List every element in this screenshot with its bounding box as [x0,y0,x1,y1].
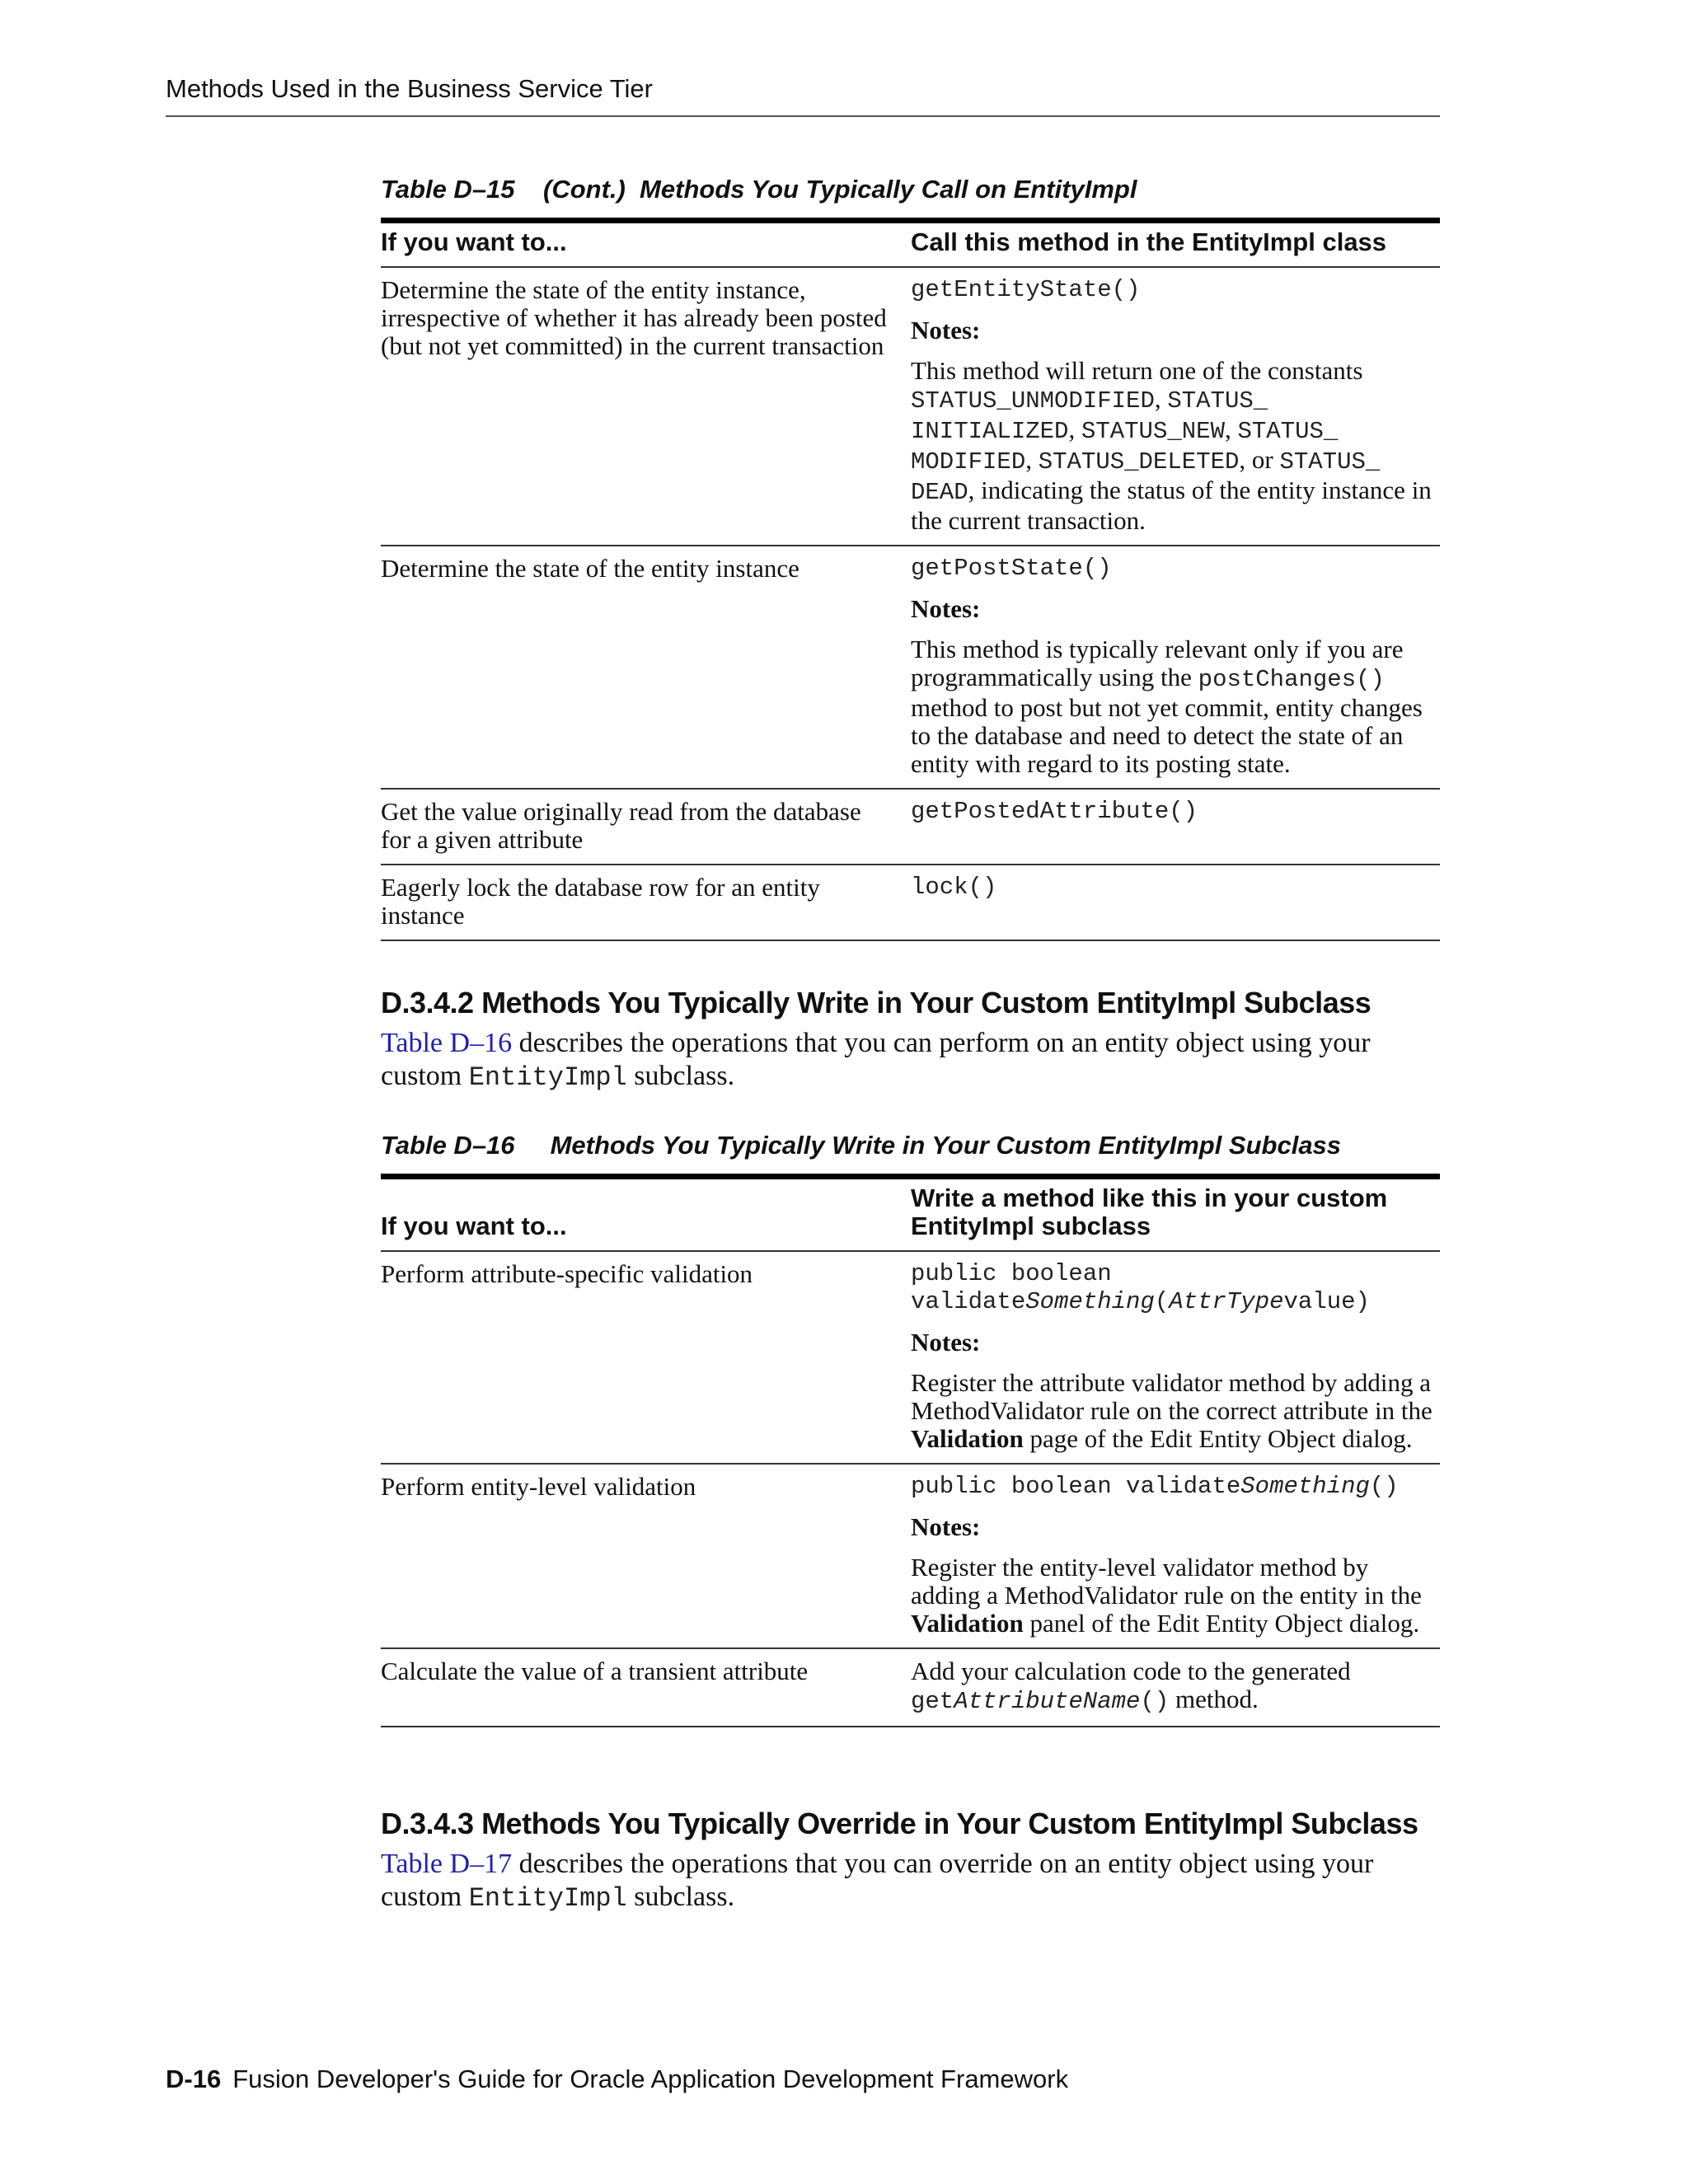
row-want: Eagerly lock the database row for an entity instance [381,865,911,940]
row-want: Calculate the value of a transient attribute [381,1648,911,1727]
running-header: Methods Used in the Business Service Tier [166,74,653,103]
table-d17-link[interactable]: Table D–17 [381,1849,513,1879]
note-text: Register the attribute validator method by adding a MethodValidator rule on the correct attribute in the Validation page of the Edit Entity Object dialog. [911,1368,1432,1453]
table-d16-block [381,1131,1440,1727]
section-heading: D.3.4.3 Methods You Typically Override in Your Custom EntityImpl Subclass [381,1807,1418,1840]
row-want: Get the value originally read from the database for a given attribute [381,789,911,865]
row-method-cell [911,789,1440,865]
table-row [381,1648,1440,1727]
book-title: Fusion Developer's Guide for Oracle Application Development Framework [232,2064,1069,2093]
section-d342 [381,986,1440,1094]
method-description: Add your calculation code to the generated getAttributeName() method. [911,1657,1351,1715]
row-method-cell [911,267,1440,546]
table-header-row [381,1177,1440,1252]
notes-label: Notes: [911,594,981,623]
notes-label: Notes: [911,1512,981,1541]
table-row [381,1464,1440,1648]
page-footer [166,2064,1068,2094]
row-want: Perform entity-level validation [381,1464,911,1648]
note-text: This method is typically relevant only if you are programmatically using the postChanges() method to post but not yet commit, entity changes to the database and need to detect the state of an entity with regard to its posting state. [911,635,1423,778]
column-header-method: Write a method like this in your custom EntityImpl subclass [911,1177,1440,1252]
row-method-cell [911,546,1440,789]
section-body: Table D–16 describes the operations that you can perform on an entity object using your custom EntityImpl subclass. [381,1028,1371,1093]
method-signature: getPostedAttribute() [911,798,1198,825]
table-d15-block [381,175,1440,941]
header-divider [166,115,1440,117]
note-text: This method will return one of the constants STATUS_UNMODIFIED, STATUS_ INITIALIZED, STATUS_NEW, STATUS_ MODIFIED, STATUS_DELETED, or STATUS_ DEAD, indicating the status of the entity instance in the current transaction. [911,356,1432,535]
table-d16-link[interactable]: Table D–16 [381,1028,513,1058]
note-text: Register the entity-level validator method by adding a MethodValidator rule on the entity in the Validation panel of the Edit Entity Object dialog. [911,1553,1422,1638]
column-header-want: If you want to... [381,221,911,268]
column-header-method: Call this method in the EntityImpl class [911,221,1440,268]
row-method-cell [911,1648,1440,1727]
method-signature: public boolean validateSomething(AttrTypevalue) [911,1260,1370,1315]
table-d16 [381,1174,1440,1727]
table-header-row [381,221,1440,268]
row-method-cell [911,1251,1440,1464]
column-header-want: If you want to... [381,1177,911,1252]
table-row [381,546,1440,789]
table-row [381,1251,1440,1464]
method-signature: lock() [911,874,997,901]
notes-label: Notes: [911,1328,981,1357]
notes-label: Notes: [911,316,981,344]
row-want: Determine the state of the entity instance [381,546,911,789]
section-d343 [381,1807,1440,1915]
row-method-cell [911,1464,1440,1648]
table-row [381,267,1440,546]
row-method-cell [911,865,1440,940]
table-d15 [381,218,1440,941]
table-d15-caption: Table D–15 (Cont.) Methods You Typically Call on EntityImpl [381,175,1137,204]
section-body: Table D–17 describes the operations that you can override on an entity object using your custom EntityImpl subclass. [381,1849,1374,1914]
method-signature: public boolean validateSomething() [911,1473,1399,1500]
method-signature: getPostState() [911,555,1112,582]
table-row [381,865,1440,940]
section-heading: D.3.4.2 Methods You Typically Write in Your Custom EntityImpl Subclass [381,986,1372,1019]
page-number: D-16 [166,2064,222,2093]
method-signature: getEntityState() [911,276,1141,303]
table-d16-caption: Table D–16 Methods You Typically Write in Your Custom EntityImpl Subclass [381,1131,1342,1160]
table-row [381,789,1440,865]
row-want: Determine the state of the entity instance, irrespective of whether it has already been posted (but not yet committed) in the current transaction [381,267,911,546]
row-want: Perform attribute-specific validation [381,1251,911,1464]
